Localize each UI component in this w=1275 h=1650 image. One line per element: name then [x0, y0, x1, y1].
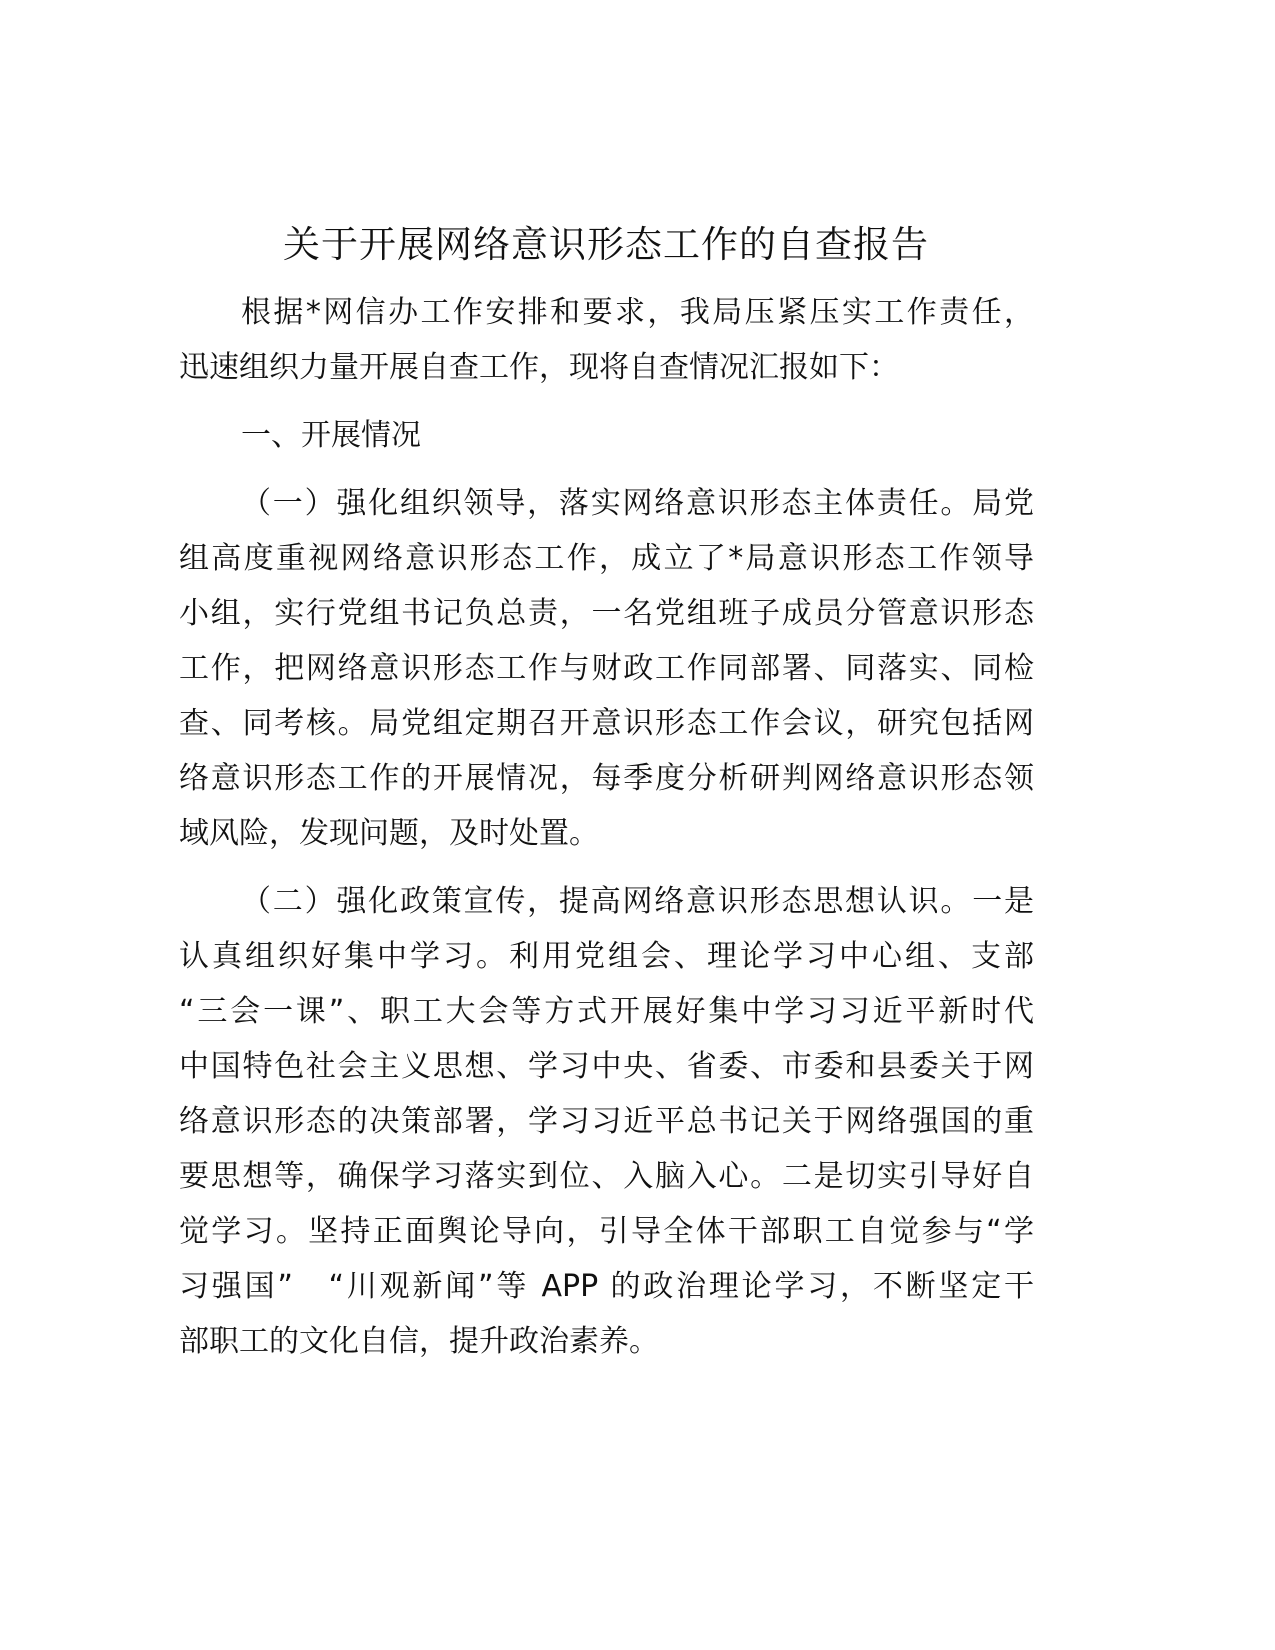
text-line: 根据*网信办工作安排和要求，我局压紧压实工作责任，	[241, 295, 1034, 330]
text-line: 小组，实行党组书记负总责，一名党组班子成员分管意识形态	[179, 596, 1034, 631]
text-line: 络意识形态的决策部署，学习习近平总书记关于网络强国的重	[179, 1104, 1034, 1139]
paragraph-1	[179, 481, 1034, 866]
text-line: 部职工的文化自信，提升政治素养。	[179, 1324, 659, 1359]
document-title: 关于开展网络意识形态工作的自查报告	[283, 223, 929, 266]
intro-paragraph	[179, 290, 1034, 400]
section-heading	[179, 413, 1034, 468]
text-line: （二）强化政策宣传，提高网络意识形态思想认识。一是	[241, 884, 1034, 919]
text-line: 要思想等，确保学习落实到位、入脑入心。二是切实引导好自	[179, 1159, 1034, 1194]
text-line: “三会一课”、职工大会等方式开展好集中学习习近平新时代	[179, 994, 1034, 1029]
paragraph-2	[179, 879, 1034, 1374]
text-line: 迅速组织力量开展自查工作，现将自查情况汇报如下：	[179, 350, 899, 385]
text-line: 习强国” “川观新闻”等 APP 的政治理论学习，不断坚定干	[179, 1269, 1034, 1304]
text-line: 工作，把网络意识形态工作与财政工作同部署、同落实、同检	[179, 651, 1034, 686]
text-line: 络意识形态工作的开展情况，每季度分析研判网络意识形态领	[179, 761, 1034, 796]
document-body	[179, 290, 1034, 1387]
text-line: 域风险，发现问题，及时处置。	[179, 816, 599, 851]
text-line: 觉学习。坚持正面舆论导向，引导全体干部职工自觉参与“学	[179, 1214, 1034, 1249]
text-line: 组高度重视网络意识形态工作，成立了*局意识形态工作领导	[179, 541, 1034, 576]
text-line: （一）强化组织领导，落实网络意识形态主体责任。局党	[241, 486, 1034, 521]
text-line: 认真组织好集中学习。利用党组会、理论学习中心组、支部	[179, 939, 1034, 974]
text-line: 一、开展情况	[241, 418, 421, 453]
text-line: 查、同考核。局党组定期召开意识形态工作会议，研究包括网	[179, 706, 1034, 741]
text-line: 中国特色社会主义思想、学习中央、省委、市委和县委关于网	[179, 1049, 1034, 1084]
